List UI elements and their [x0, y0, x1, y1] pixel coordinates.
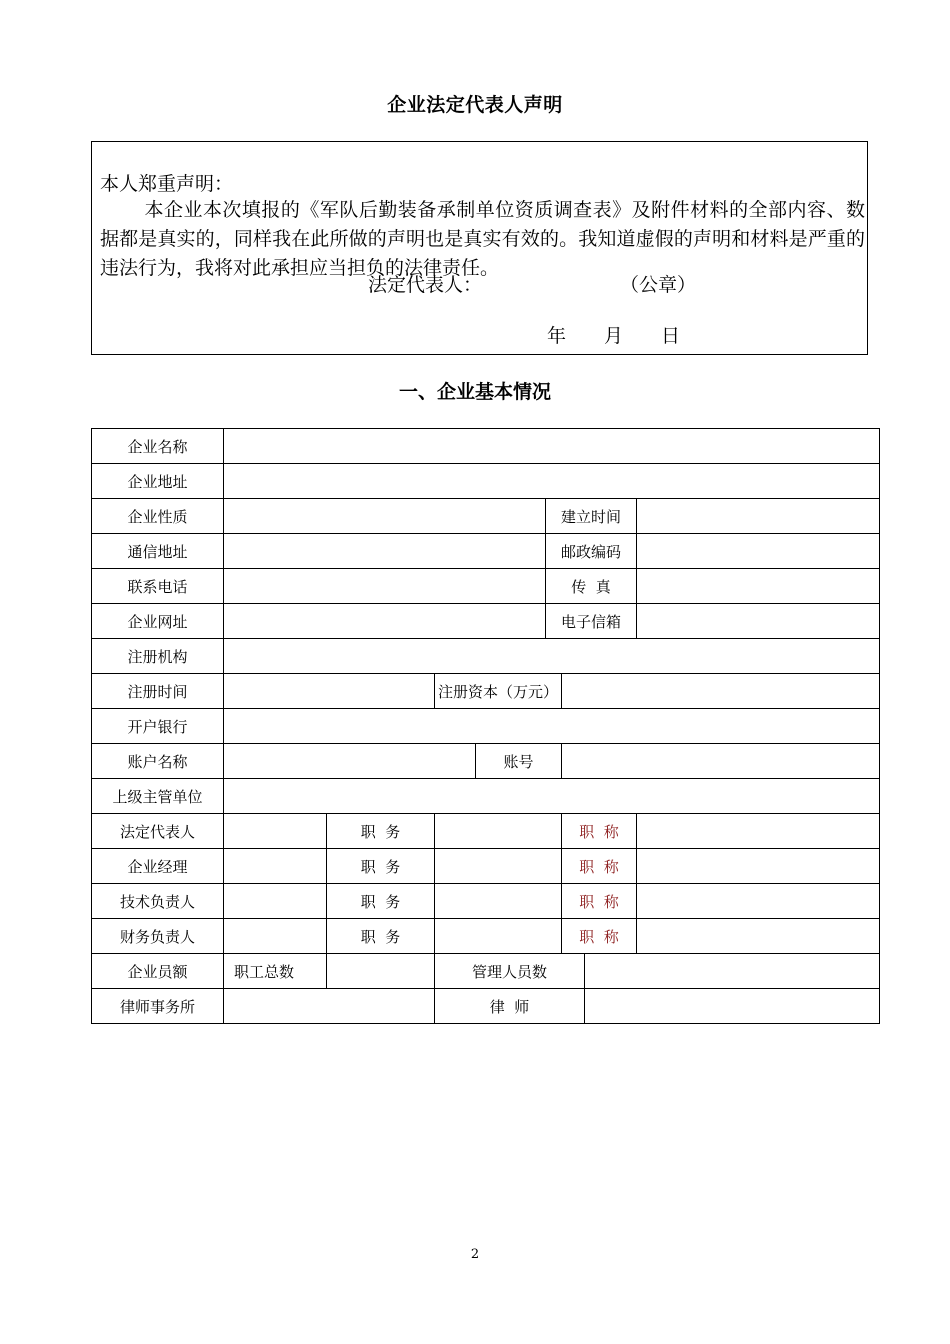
- table-row: [92, 569, 880, 604]
- table-row: [92, 429, 880, 464]
- finance-lead-position-field[interactable]: [435, 919, 562, 954]
- label-title-rank: 职 称: [562, 919, 637, 954]
- company-nature-field[interactable]: [224, 499, 546, 534]
- table-row: [92, 674, 880, 709]
- label-title-rank: 职 称: [562, 849, 637, 884]
- mgmt-count-field[interactable]: [585, 954, 880, 989]
- label-reg-capital: 注册资本（万元）: [435, 674, 562, 709]
- label-finance-lead: 财务负责人: [92, 919, 224, 954]
- lawyer-field[interactable]: [585, 989, 880, 1024]
- postcode-field[interactable]: [637, 534, 880, 569]
- legal-rep-signature-label: 法定代表人：: [368, 274, 483, 296]
- manager-field[interactable]: [224, 849, 327, 884]
- law-firm-field[interactable]: [224, 989, 435, 1024]
- label-company-address: 企业地址: [92, 464, 224, 499]
- company-info-table: [91, 428, 880, 1024]
- label-account-no: 账号: [476, 744, 562, 779]
- table-row: [92, 919, 880, 954]
- manager-title-field[interactable]: [637, 849, 880, 884]
- table-row: [92, 604, 880, 639]
- table-row: [92, 709, 880, 744]
- label-position: 职 务: [327, 919, 435, 954]
- label-manager: 企业经理: [92, 849, 224, 884]
- label-position: 职 务: [327, 884, 435, 919]
- staff-total-field[interactable]: [327, 954, 435, 989]
- table-row: [92, 639, 880, 674]
- label-company-nature: 企业性质: [92, 499, 224, 534]
- finance-lead-field[interactable]: [224, 919, 327, 954]
- label-title-rank: 职 称: [562, 884, 637, 919]
- label-title-rank: 职 称: [562, 814, 637, 849]
- label-bank: 开户银行: [92, 709, 224, 744]
- label-law-firm: 律师事务所: [92, 989, 224, 1024]
- legal-rep-title-field[interactable]: [637, 814, 880, 849]
- account-no-field[interactable]: [562, 744, 880, 779]
- date-day: 日: [661, 325, 681, 347]
- tech-lead-title-field[interactable]: [637, 884, 880, 919]
- label-reg-authority: 注册机构: [92, 639, 224, 674]
- label-lawyer: 律 师: [435, 989, 585, 1024]
- table-row: [92, 534, 880, 569]
- tech-lead-field[interactable]: [224, 884, 327, 919]
- founded-time-field[interactable]: [637, 499, 880, 534]
- declaration-title: 企业法定代表人声明: [387, 94, 563, 116]
- legal-rep-field[interactable]: [224, 814, 327, 849]
- label-tech-lead: 技术负责人: [92, 884, 224, 919]
- page-number: 2: [470, 1247, 480, 1262]
- table-row: [92, 499, 880, 534]
- email-field[interactable]: [637, 604, 880, 639]
- mail-address-field[interactable]: [224, 534, 546, 569]
- tech-lead-position-field[interactable]: [435, 884, 562, 919]
- website-field[interactable]: [224, 604, 546, 639]
- company-name-field[interactable]: [224, 429, 880, 464]
- label-company-name: 企业名称: [92, 429, 224, 464]
- section-title: 一、企业基本情况: [398, 381, 551, 403]
- declaration-body: 本企业本次填报的《军队后勤装备承制单位资质调查表》及附件材料的全部内容、数据都是真实的，同样我在此所做的声明也是真实有效的。我知道虚假的声明和材料是严重的违法行为，我将对此承担应当担负的法律责任。: [100, 199, 865, 279]
- declaration-box: [91, 141, 868, 355]
- table-row: [92, 464, 880, 499]
- label-account-name: 账户名称: [92, 744, 224, 779]
- label-phone: 联系电话: [92, 569, 224, 604]
- reg-authority-field[interactable]: [224, 639, 880, 674]
- label-legal-rep: 法定代表人: [92, 814, 224, 849]
- reg-capital-field[interactable]: [562, 674, 880, 709]
- declaration-opening: 本人郑重声明：: [100, 173, 234, 195]
- label-website: 企业网址: [92, 604, 224, 639]
- legal-rep-position-field[interactable]: [435, 814, 562, 849]
- bank-field[interactable]: [224, 709, 880, 744]
- table-row: [92, 849, 880, 884]
- declaration-date: [547, 322, 680, 350]
- label-founded-time: 建立时间: [546, 499, 637, 534]
- company-address-field[interactable]: [224, 464, 880, 499]
- label-reg-time: 注册时间: [92, 674, 224, 709]
- label-position: 职 务: [327, 814, 435, 849]
- label-position: 职 务: [327, 849, 435, 884]
- label-supervisor: 上级主管单位: [92, 779, 224, 814]
- table-row: [92, 779, 880, 814]
- date-year: 年: [547, 325, 567, 347]
- manager-position-field[interactable]: [435, 849, 562, 884]
- supervisor-field[interactable]: [224, 779, 880, 814]
- declaration-body-paragraph: [100, 196, 865, 283]
- phone-field[interactable]: [224, 569, 546, 604]
- finance-lead-title-field[interactable]: [637, 919, 880, 954]
- table-row: [92, 884, 880, 919]
- account-name-field[interactable]: [224, 744, 476, 779]
- company-seal-label: （公章）: [620, 274, 697, 296]
- date-month: 月: [604, 325, 624, 347]
- label-staff: 企业员额: [92, 954, 224, 989]
- label-mail-address: 通信地址: [92, 534, 224, 569]
- reg-time-field[interactable]: [224, 674, 435, 709]
- label-staff-total: 职工总数: [224, 954, 327, 989]
- label-fax: 传 真: [546, 569, 637, 604]
- table-row: [92, 814, 880, 849]
- table-row: [92, 954, 880, 989]
- label-postcode: 邮政编码: [546, 534, 637, 569]
- fax-field[interactable]: [637, 569, 880, 604]
- label-email: 电子信箱: [546, 604, 637, 639]
- table-row: [92, 744, 880, 779]
- table-row: [92, 989, 880, 1024]
- label-mgmt-count: 管理人员数: [435, 954, 585, 989]
